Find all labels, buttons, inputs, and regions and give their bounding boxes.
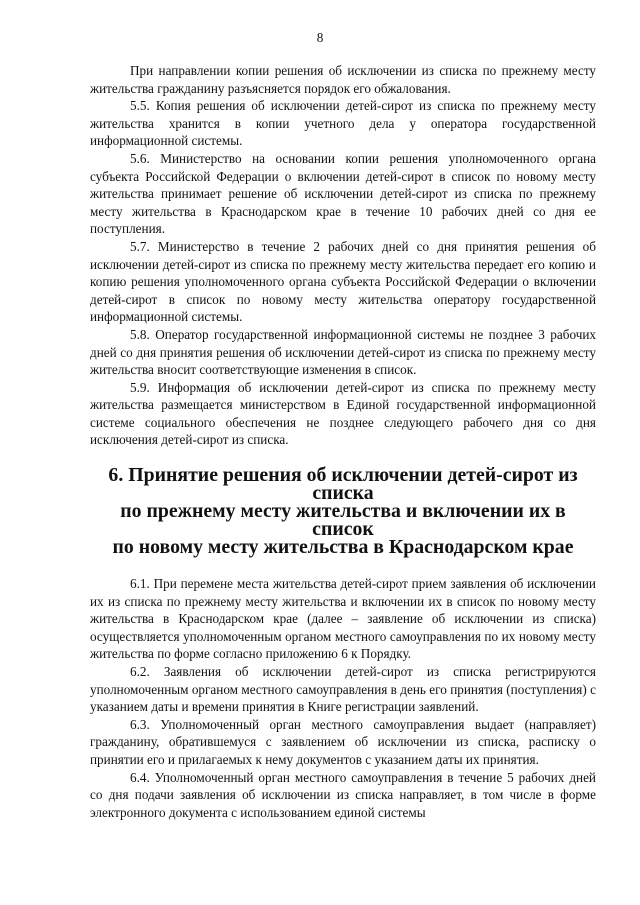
paragraph-6-3: 6.3. Уполномоченный орган местного самоуправления выдает (направляет) гражданину, обратившемуся с заявлением об исключении из списка, расписку о принятии его и прилагаемых к нему документов с указанием даты их принятия. <box>90 716 596 767</box>
section-6-heading-line-3: по новому месту жительства в Краснодарском крае <box>112 536 574 559</box>
paragraph-6-2: 6.2. Заявления об исключении детей-сирот из списка регистрируются уполномоченным органом местного самоуправления в день его принятия (поступления) с указанием даты и времени принятия в Книге регистрации заявлений. <box>90 664 596 715</box>
section-6-heading <box>90 464 596 559</box>
paragraph-6-1: 6.1. При перемене места жительства детей-сирот прием заявления об исключении их из списка по прежнему месту жительства и включении их в список по новому месту жительства в Краснодарском крае (далее – заявление об исключении из списка) осуществляется уполномоченным органом местного самоуправления по их новому месту жительства по форме согласно приложению 6 к Порядку. <box>90 576 596 662</box>
paragraph-5-9: 5.9. Информация об исключении детей-сирот из списка по прежнему месту жительства размещается министерством в Единой государственной информационной системе социального обеспечения не позднее следующего рабочего дня со дня исключения детей-сирот из списка. <box>90 379 596 448</box>
paragraph-5-7: 5.7. Министерство в течение 2 рабочих дней со дня принятия решения об исключении детей-сирот из списка по прежнему месту жительства передает его копию и копию решения уполномоченного органа субъекта Российской Федерации о включении детей-сирот в список по новому месту жительства оператору государственной информационной системы. <box>90 238 596 325</box>
paragraph-5-6: 5.6. Министерство на основании копии решения уполномоченного органа субъекта Российской Федерации о включении детей-сирот в список по новому месту жительства принимает решение об исключении детей-сирот из списка по прежнему месту жительства в Краснодарском крае в течение 10 рабочих дней со дня ее поступления. <box>90 150 596 237</box>
document-body <box>90 62 596 821</box>
page-number: 8 <box>316 30 324 45</box>
section-6-heading-line-2: по прежнему месту жительства и включении их в список <box>120 500 566 541</box>
paragraph-appeal-notice: При направлении копии решения об исключении из списка по прежнему месту жительства гражданину разъясняется порядок его обжалования. <box>90 63 596 96</box>
paragraph-5-5: 5.5. Копия решения об исключении детей-сирот из списка по прежнему месту жительства хранится в копии учетного дела у оператора государственной информационной системы. <box>90 98 596 149</box>
paragraph-6-4: 6.4. Уполномоченный орган местного самоуправления в течение 5 рабочих дней со дня подачи заявления об исключении из списка направляет, в том числе в форме электронного документа с использованием единой системы <box>90 769 596 820</box>
paragraph-5-8: 5.8. Оператор государственной информационной системы не позднее 3 рабочих дней со дня принятия решения об исключении детей-сирот из списка по прежнему месту жительства вносит соответствующие изменения в список. <box>90 326 596 378</box>
section-6-heading-line-1: 6. Принятие решения об исключении детей-сирот из списка <box>108 464 578 505</box>
